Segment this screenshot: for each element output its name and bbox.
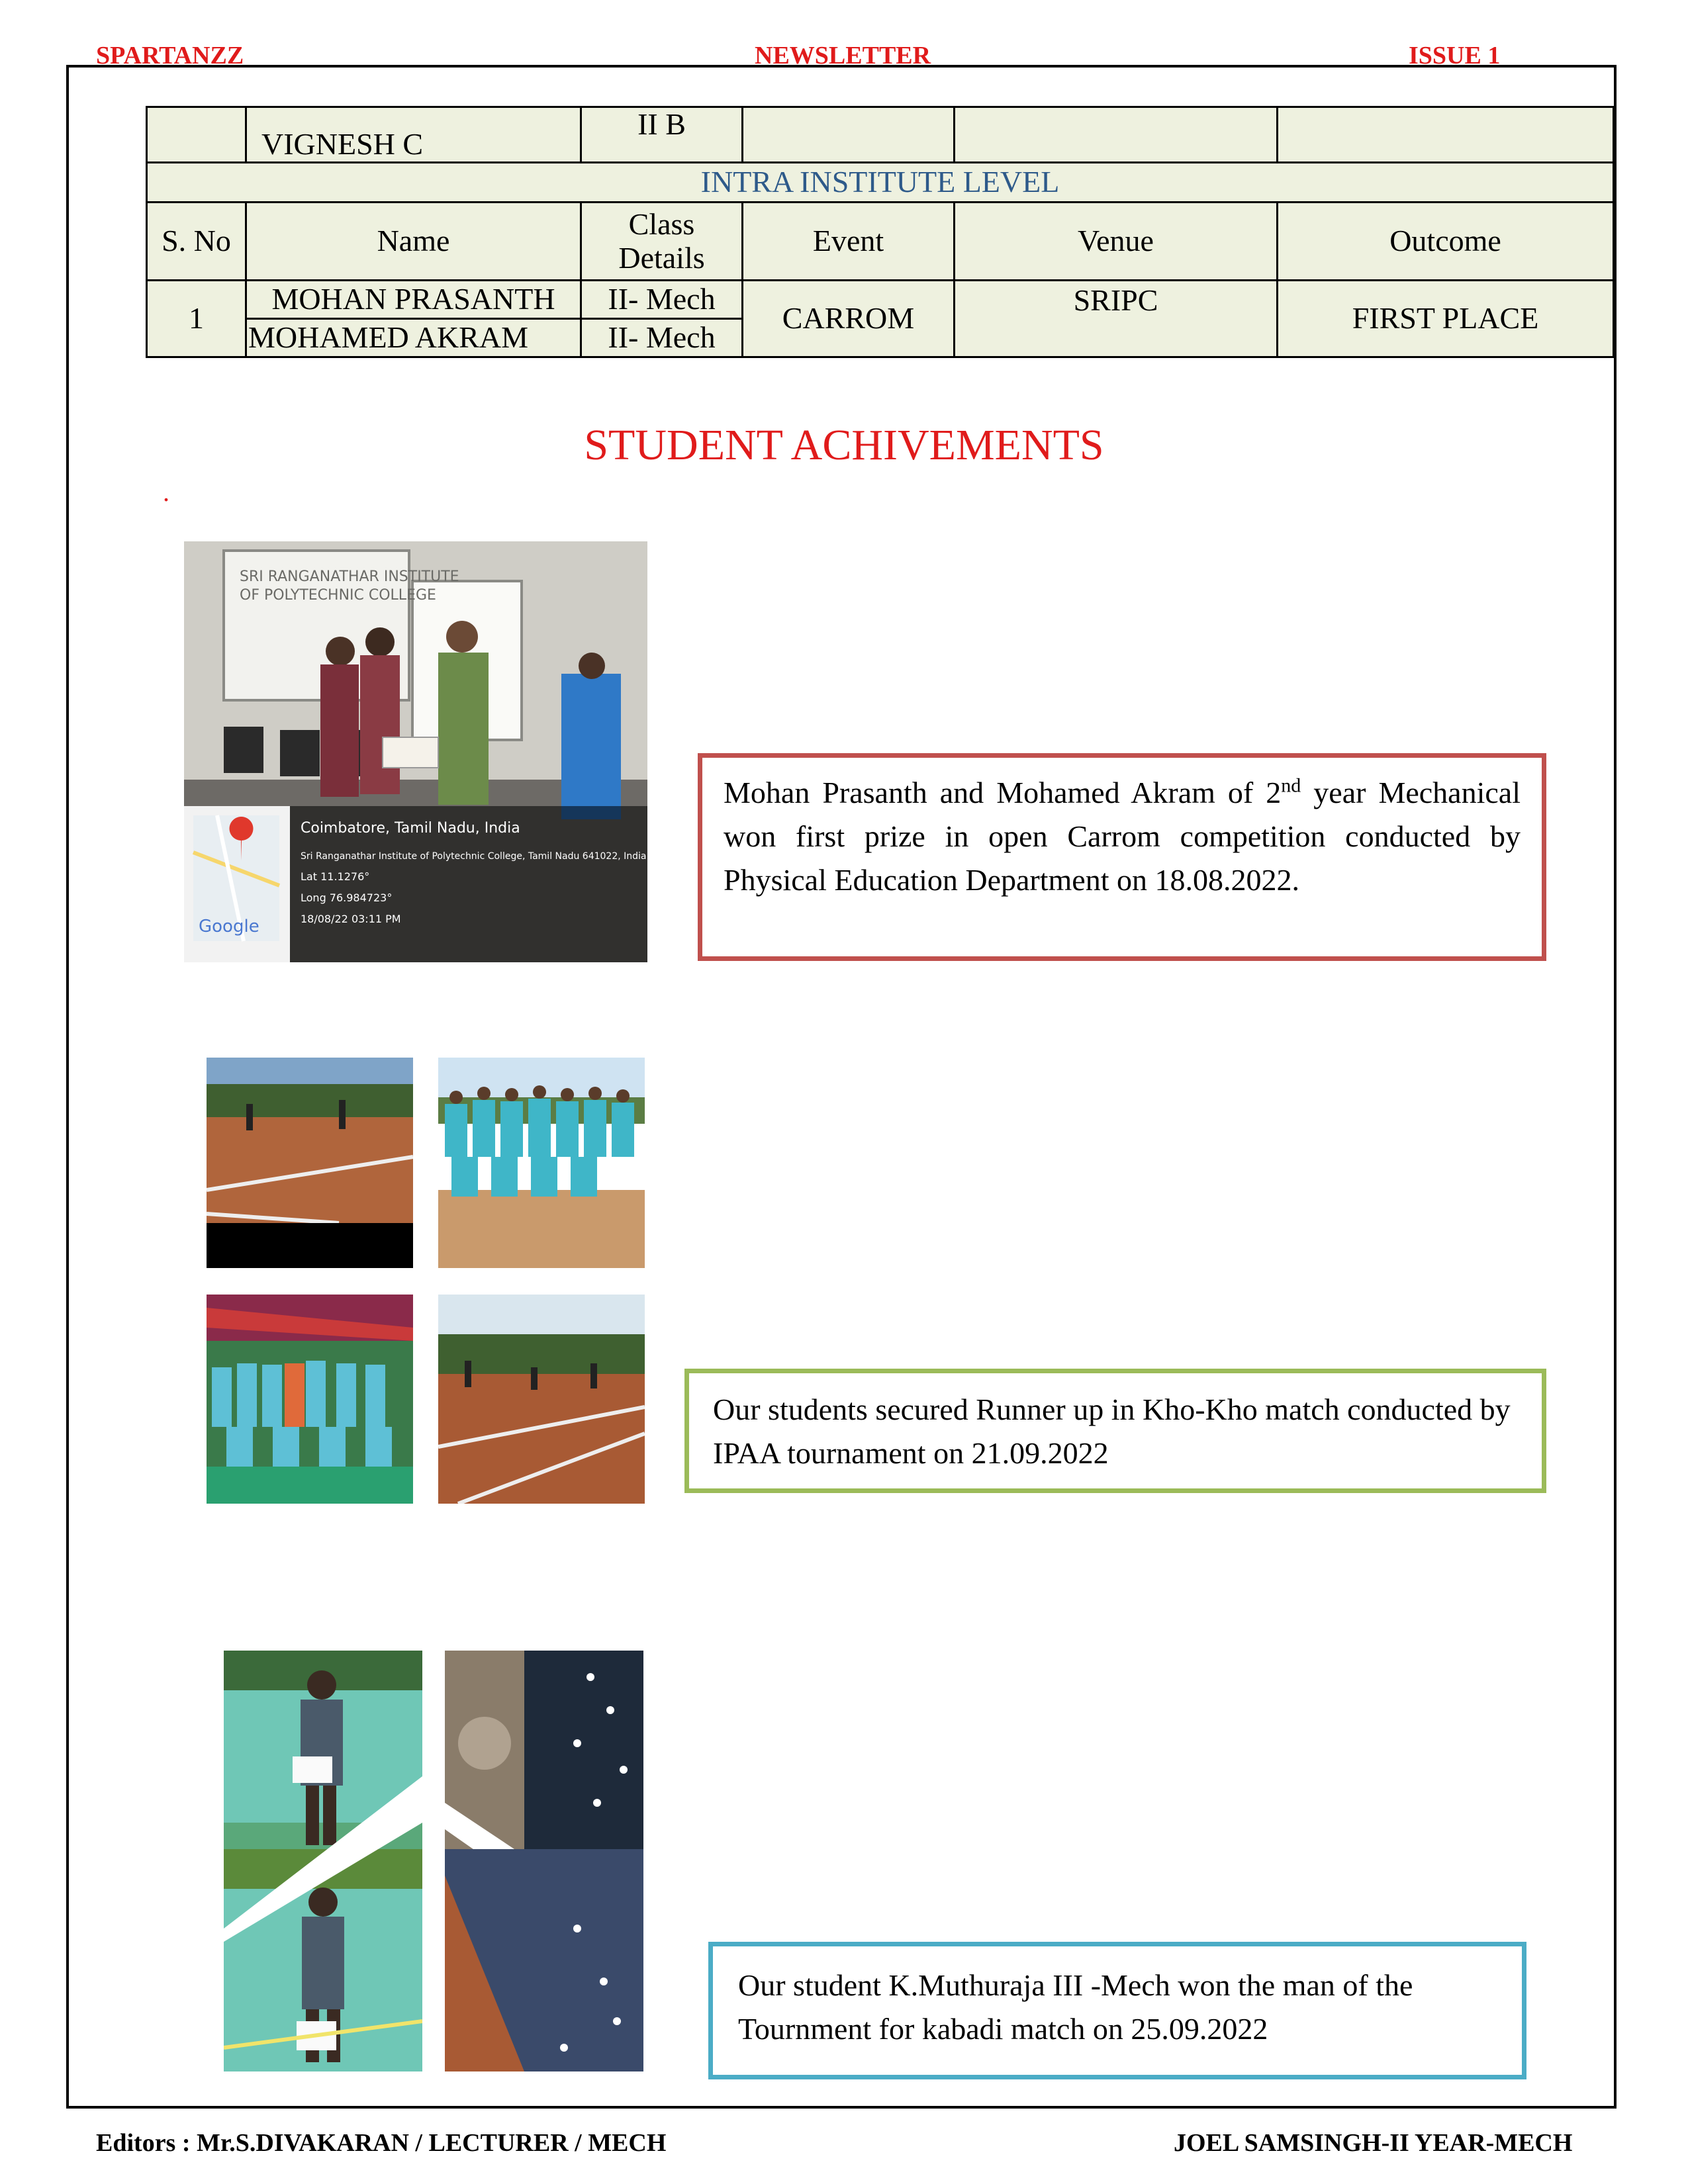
cell-class: II B <box>581 107 743 163</box>
table-header-row <box>147 203 1614 281</box>
header-right: ISSUE 1 <box>1409 42 1501 69</box>
table-row-level <box>147 163 1614 203</box>
geo-address: Sri Ranganathar Institute of Polytechnic College, Tamil Nadu 641022, India <box>301 851 647 862</box>
cell-empty <box>955 107 1278 163</box>
cell-name: MOHAN PRASANTH <box>246 281 581 319</box>
carrom-caption-pre: Mohan Prasanth and Mohamed Akram of 2 <box>724 776 1282 809</box>
carrom-caption-sup: nd <box>1281 774 1301 797</box>
khokho-team-photo <box>438 1058 645 1268</box>
carrom-award-photo <box>184 541 647 962</box>
carrom-caption-post: year Mechanical won first prize in open Carrom competition conducted by Physical Education Department on 18.08.2022. <box>724 776 1521 897</box>
col-header-venue: Venue <box>955 203 1278 281</box>
header-left: SPARTANZZ <box>96 42 244 69</box>
kabadi-player-photo <box>224 1651 422 2071</box>
cell-venue: SRIPC <box>955 281 1278 357</box>
cell-empty <box>743 107 955 163</box>
level-title: INTRA INSTITUTE LEVEL <box>147 163 1614 203</box>
col-header-event: Event <box>743 203 955 281</box>
cell-name: MOHAMED AKRAM <box>246 319 581 357</box>
header-center: NEWSLETTER <box>755 42 931 69</box>
geo-long: Long 76.984723° <box>301 891 393 904</box>
results-table <box>146 106 1615 358</box>
sign-line2: OF POLYTECHNIC COLLEGE <box>240 587 436 604</box>
cell-sno: 1 <box>147 281 246 357</box>
cell-empty <box>1278 107 1614 163</box>
footer-editors: Editors : Mr.S.DIVAKARAN / LECTURER / MECH <box>96 2129 667 2157</box>
col-header-name: Name <box>246 203 581 281</box>
cell-outcome: FIRST PLACE <box>1278 281 1614 357</box>
geo-city: Coimbatore, Tamil Nadu, India <box>301 820 520 837</box>
sign-line1: SRI RANGANATHAR INSTITUTE <box>240 569 459 585</box>
cell-empty <box>147 107 246 163</box>
geo-datetime: 18/08/22 03:11 PM <box>301 913 401 925</box>
kabadi-caption-box: Our student K.Muthuraja III -Mech won the man of the Tournment for kabadi match on 25.09.2022 <box>708 1942 1526 2079</box>
khokho-caption-box: Our students secured Runner up in Kho-Kho match conducted by IPAA tournament on 21.09.2022 <box>684 1369 1546 1493</box>
section-title: STUDENT ACHIVEMENTS <box>584 421 1104 469</box>
cell-event: CARROM <box>743 281 955 357</box>
col-header-class: Class Details <box>581 203 743 281</box>
cell-class: II- Mech <box>581 319 743 357</box>
table-row <box>147 281 1614 319</box>
col-header-outcome: Outcome <box>1278 203 1614 281</box>
stray-dot: . <box>163 477 169 507</box>
kabadi-stadium-photo <box>445 1651 643 2071</box>
geo-lat: Lat 11.1276° <box>301 870 370 883</box>
google-logo: Google <box>199 917 259 936</box>
col-header-sno: S. No <box>147 203 246 281</box>
table-row-prev <box>147 107 1614 163</box>
cell-class: II- Mech <box>581 281 743 319</box>
khokho-team-stage-photo <box>207 1295 413 1504</box>
carrom-caption-box <box>698 753 1546 961</box>
cell-name: VIGNESH C <box>246 107 581 163</box>
khokho-field-photo <box>207 1058 413 1268</box>
footer-author: JOEL SAMSINGH-II YEAR-MECH <box>1174 2129 1573 2157</box>
khokho-ground-photo <box>438 1295 645 1504</box>
